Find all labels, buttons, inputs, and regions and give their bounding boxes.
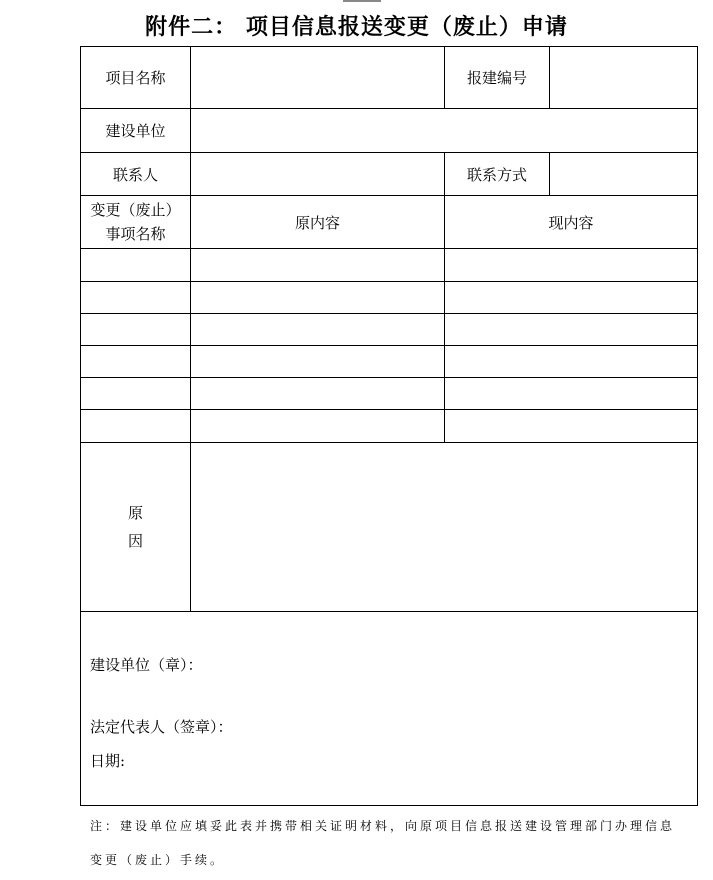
table-border-right <box>697 46 698 806</box>
contact-method-field[interactable] <box>550 153 697 195</box>
reason-label-char2: 因 <box>127 532 143 550</box>
report-no-label: 报建编号 <box>466 69 527 87</box>
project-name-label: 项目名称 <box>105 69 166 87</box>
footnote-line1: 注：建设单位应填妥此表并携带相关证明材料，向原项目信息报送建设管理部门办理信息 <box>90 819 676 833</box>
date-label: 日期: <box>90 752 126 770</box>
current-content-header: 现内容 <box>548 213 594 232</box>
page-top-marker <box>343 0 381 2</box>
change-item-label-line2: 事项名称 <box>105 225 166 243</box>
change-row[interactable] <box>81 282 697 313</box>
builder-seal-label: 建设单位（章）： <box>90 656 203 674</box>
builder-label: 建设单位 <box>105 122 166 140</box>
reason-label <box>81 443 190 611</box>
change-row[interactable] <box>81 410 697 442</box>
change-row[interactable] <box>81 346 697 377</box>
builder-field[interactable] <box>191 109 697 152</box>
legal-representative-label: 法定代表人（签章）： <box>90 718 233 736</box>
contact-field[interactable] <box>191 153 444 195</box>
original-content-header: 原内容 <box>294 213 340 232</box>
footnote-line2: 变更（废止）手续。 <box>90 853 226 867</box>
table-border-bottom <box>80 805 698 806</box>
reason-field[interactable] <box>191 443 697 611</box>
change-row[interactable] <box>81 249 697 281</box>
contact-label: 联系人 <box>112 165 158 184</box>
change-row[interactable] <box>81 378 697 409</box>
project-name-field[interactable] <box>191 47 444 108</box>
change-row[interactable] <box>81 314 697 345</box>
reason-label-char1: 原 <box>127 504 143 522</box>
change-item-label-line1: 变更（废止） <box>90 201 181 219</box>
row-divider <box>80 611 698 612</box>
report-no-field[interactable] <box>550 47 697 108</box>
page-title: 附件二： 项目信息报送变更（废止）申请 <box>145 15 568 40</box>
change-item-name-header <box>81 196 190 248</box>
contact-method-label: 联系方式 <box>466 165 527 184</box>
